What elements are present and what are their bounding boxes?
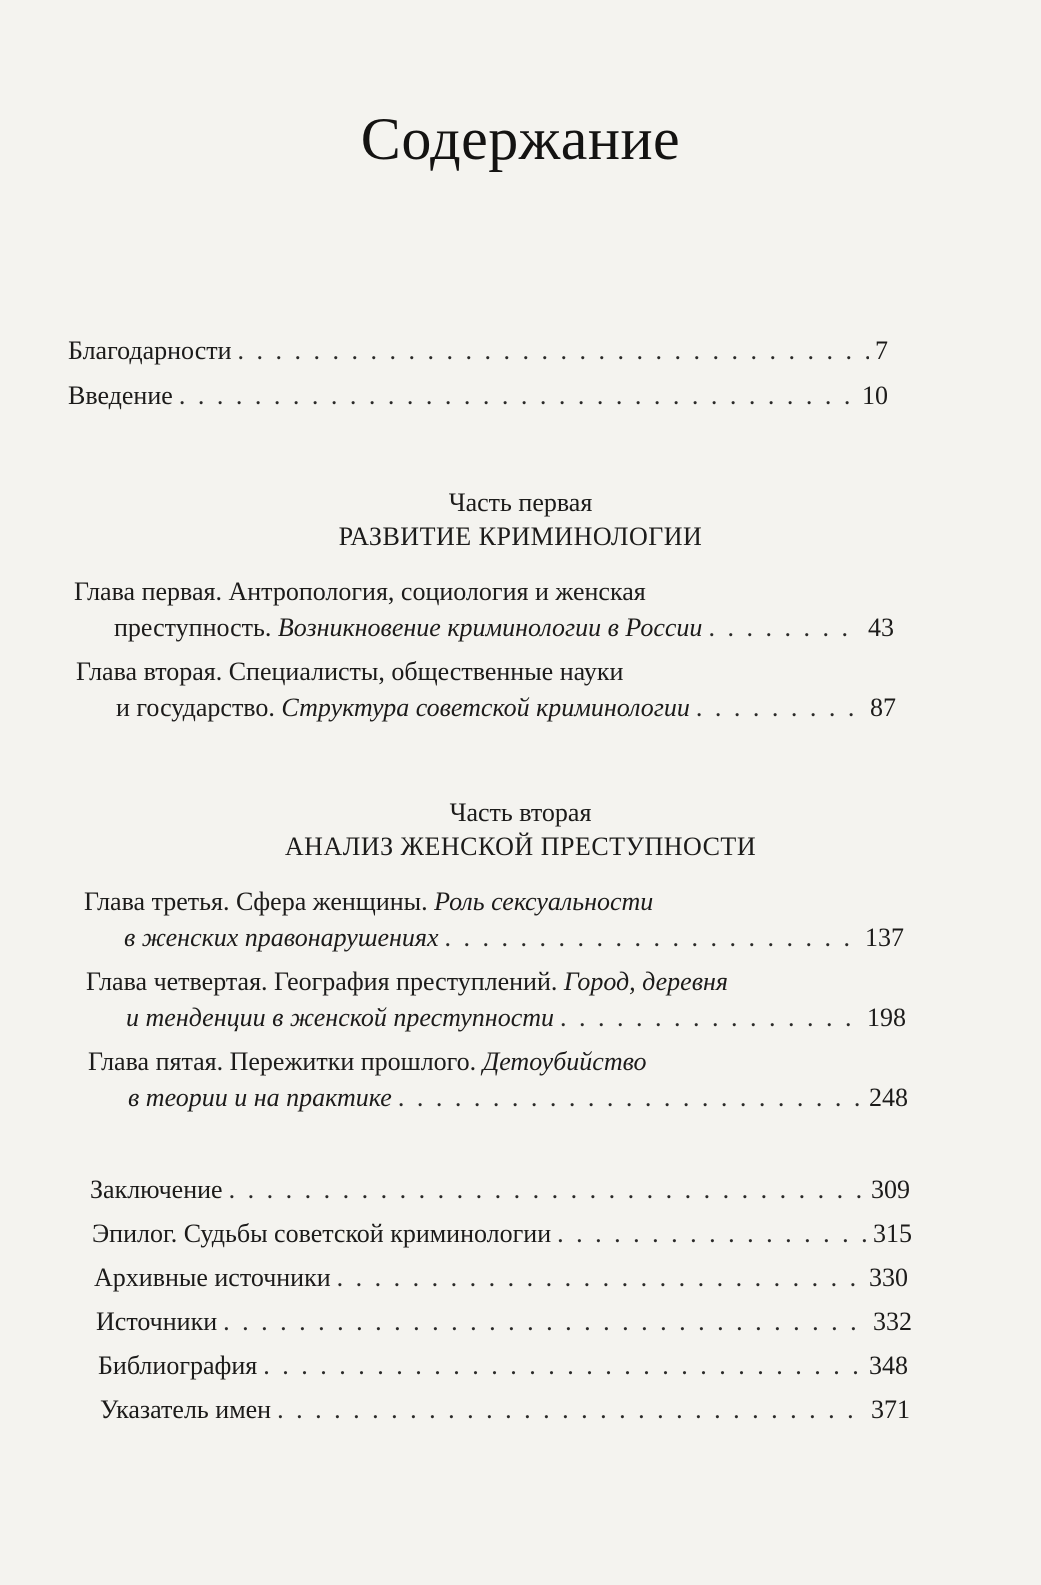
toc-page-number: 7	[875, 336, 888, 365]
toc-entry-epilogue[interactable]	[92, 1216, 912, 1252]
toc-page-number: 348	[869, 1351, 908, 1380]
toc-chapter-4[interactable]	[86, 964, 906, 1036]
chapter-title-line2	[116, 690, 690, 726]
chapter-title-line1	[88, 1044, 908, 1080]
toc-entry-label: Библиография	[98, 1351, 258, 1380]
chapter-subtitle: и тенденции в женской преступности	[126, 1003, 555, 1032]
toc-entry-acknowledgments[interactable]	[68, 333, 888, 369]
toc-page-number: 43	[868, 613, 894, 642]
toc-page-number: 87	[870, 693, 896, 722]
leader-dots	[223, 1304, 867, 1340]
chapter-title-plain: Глава четвертая. География преступлений.	[86, 967, 564, 996]
toc-entry-label: Архивные источники	[94, 1263, 331, 1292]
toc-entry-sources[interactable]	[96, 1304, 912, 1340]
chapter-subtitle: Роль сексуальности	[434, 887, 654, 916]
toc-page-number: 309	[871, 1175, 910, 1204]
toc-page-number: 198	[867, 1003, 906, 1032]
chapter-title-plain: преступность.	[114, 613, 278, 642]
toc-chapter-1[interactable]	[74, 574, 894, 646]
toc-page-number: 137	[865, 923, 904, 952]
chapter-title-plain: Глава пятая. Пережитки прошлого.	[88, 1047, 483, 1076]
leader-dots	[398, 1080, 863, 1116]
leader-dots	[445, 920, 859, 956]
toc-entry-conclusion[interactable]	[90, 1172, 910, 1208]
toc-chapter-3[interactable]	[84, 884, 904, 956]
toc-chapter-2[interactable]	[76, 654, 896, 726]
chapter-title-line1: Глава первая. Антропология, социология и женская	[74, 577, 646, 606]
toc-page-number: 315	[873, 1219, 912, 1248]
leader-dots	[557, 1216, 867, 1252]
toc-entry-name-index[interactable]	[100, 1392, 910, 1428]
toc-entry-bibliography[interactable]	[98, 1348, 908, 1384]
toc-entry-label: Благодарности	[68, 336, 232, 365]
toc-page-number: 330	[869, 1263, 908, 1292]
leader-dots	[263, 1348, 863, 1384]
leader-dots	[708, 610, 862, 646]
chapter-subtitle: Структура советской криминологии	[281, 693, 690, 722]
toc-entry-label: Введение	[68, 381, 173, 410]
chapter-title-plain: и государство.	[116, 693, 282, 722]
chapter-subtitle: в теории и на практике	[128, 1083, 392, 1112]
page-title: Содержание	[360, 106, 681, 172]
toc-page-number: 248	[869, 1083, 908, 1112]
leader-dots	[179, 378, 856, 414]
leader-dots	[560, 1000, 861, 1036]
chapter-title-line1	[84, 884, 904, 920]
toc-page-number: 332	[873, 1307, 912, 1336]
chapter-subtitle: Город, деревня	[563, 967, 728, 996]
toc-entry-label: Указатель имен	[100, 1395, 272, 1424]
chapter-title-line2	[114, 610, 702, 646]
leader-dots	[229, 1172, 865, 1208]
toc-page-number: 10	[862, 381, 888, 410]
toc-entry-label: Эпилог. Судьбы советской криминологии	[92, 1219, 552, 1248]
leader-dots	[238, 333, 869, 369]
part-label: Часть вторая	[449, 798, 592, 827]
leader-dots	[696, 690, 864, 726]
chapter-subtitle: в женских правонарушениях	[124, 923, 439, 952]
chapter-title-plain: Глава третья. Сфера женщины.	[84, 887, 435, 916]
leader-dots	[337, 1260, 863, 1296]
toc-entry-introduction[interactable]	[68, 378, 888, 414]
toc-entry-label: Источники	[96, 1307, 218, 1336]
toc-entry-archival-sources[interactable]	[94, 1260, 908, 1296]
part-label: Часть первая	[448, 488, 593, 517]
toc-chapter-5[interactable]	[88, 1044, 908, 1116]
toc-page-number: 371	[871, 1395, 910, 1424]
part-title: РАЗВИТИЕ КРИМИНОЛОГИИ	[338, 522, 703, 551]
toc-entry-label: Заключение	[90, 1175, 223, 1204]
chapter-subtitle: Детоубийство	[482, 1047, 647, 1076]
chapter-subtitle: Возникновение криминологии в России	[277, 613, 703, 642]
chapter-title-line1	[86, 964, 906, 1000]
chapter-title-line1: Глава вторая. Специалисты, общественные науки	[76, 657, 624, 686]
part-title: АНАЛИЗ ЖЕНСКОЙ ПРЕСТУПНОСТИ	[284, 832, 757, 861]
leader-dots	[277, 1392, 865, 1428]
